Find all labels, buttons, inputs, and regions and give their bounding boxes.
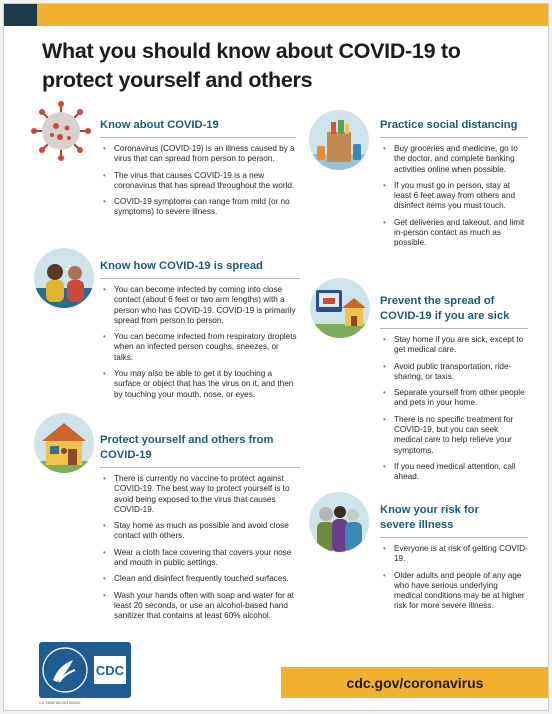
divider	[100, 278, 300, 279]
heading-line-1: Prevent the spread of	[380, 295, 495, 307]
section-heading	[380, 503, 528, 533]
bullet-list	[100, 474, 300, 622]
fact-sheet-page	[3, 3, 549, 711]
cdc-logo-text: CDC	[94, 656, 126, 684]
section-know-about-covid	[100, 118, 296, 224]
section-how-spread	[100, 259, 300, 406]
grocery-bag-icon	[309, 110, 369, 170]
list-item: • There is currently no vaccine to protect against COVID-19. The best way to protect yourself is to avoid being exposed to the virus that causes COVID-19.	[100, 474, 300, 515]
list-item: • You can become infected by coming into close contact (about 6 feet or two arm lengths) with a person who has COVID-19. COVID-19 is primarily spread from person to person.	[100, 285, 300, 326]
list-item: • You can become infected from respiratory droplets when an infected person coughs, sneezes, or talks.	[100, 332, 300, 363]
section-protect-yourself	[100, 433, 300, 628]
top-bar-navy-block	[4, 4, 37, 26]
divider	[380, 328, 528, 329]
bullet-list	[380, 335, 528, 483]
section-know-your-risk	[380, 503, 528, 618]
section-heading: Know how COVID-19 is spread	[100, 260, 263, 272]
cdc-logo	[39, 642, 131, 698]
list-item: • The virus that causes COVID-19 is a new coronavirus that has spread throughout the world.	[100, 171, 296, 192]
divider	[380, 137, 528, 138]
list-item: • Clean and disinfect frequently touched surfaces.	[100, 574, 300, 584]
bullet-list	[380, 544, 528, 612]
bullet-list	[100, 285, 300, 400]
list-item: • Everyone is at risk of getting COVID-19.	[380, 544, 528, 565]
list-item: • You may also be able to get it by touching a surface or object that has the virus on it, and then by touching your mouth, nose, or eyes.	[100, 369, 300, 400]
bullet-list	[380, 144, 528, 249]
section-heading: Know about COVID-19	[100, 119, 219, 131]
list-item: • Get deliveries and takeout, and limit in-person contact as much as possible.	[380, 218, 528, 249]
list-item: • There is no specific treatment for COVID-19, but you can seek medical care to help relieve your symptoms.	[380, 415, 528, 456]
list-item: • Older adults and people of any age who have serious underlying medical conditions may be at higher risk for more severe illness.	[380, 571, 528, 612]
older-adults-icon	[309, 492, 369, 552]
divider	[380, 537, 528, 538]
section-heading	[380, 294, 528, 324]
list-item: • If you must go in person, stay at least 6 feet away from others and disinfect items you must touch.	[380, 181, 528, 212]
url-banner	[281, 667, 549, 698]
heading-line-1: Know your risk for	[380, 504, 479, 516]
list-item: • Stay home if you are sick, except to get medical care.	[380, 335, 528, 356]
divider	[100, 137, 296, 138]
heading-line-2: severe illness	[380, 519, 454, 531]
list-item: • Avoid public transportation, ride-sharing, or taxis.	[380, 362, 528, 383]
stay-home-icon	[310, 278, 370, 338]
heading-line-2: COVID-19 if you are sick	[380, 310, 510, 322]
list-item: • COVID-19 symptoms can range from mild (or no symptoms) to severe illness.	[100, 197, 296, 218]
publication-code: CS 316878A 04/15/2020	[39, 701, 81, 705]
list-item: • Buy groceries and medicine, go to the doctor, and complete banking activities online when possible.	[380, 144, 528, 175]
section-social-distancing	[380, 118, 528, 255]
hhs-seal-icon	[39, 642, 91, 698]
list-item: • If you need medical attention, call ahead.	[380, 462, 528, 483]
top-color-bar	[4, 4, 548, 26]
section-prevent-spread-if-sick	[380, 294, 528, 489]
list-item: • Coronavirus (COVID-19) is an illness caused by a virus that can spread from person to person.	[100, 144, 296, 165]
list-item: • Wash your hands often with soap and water for at least 20 seconds, or use an alcohol-based hand sanitizer that contains at least 60% alcohol.	[100, 591, 300, 622]
section-heading: Protect yourself and others from COVID-19	[100, 434, 274, 461]
coughing-people-icon	[34, 248, 94, 308]
list-item: • Separate yourself from other people and pets in your home.	[380, 388, 528, 409]
page-title: What you should know about COVID-19 to protect yourself and others	[42, 39, 461, 92]
divider	[100, 467, 300, 468]
bullet-list	[100, 144, 296, 218]
list-item: • Stay home as much as possible and avoid close contact with others.	[100, 521, 300, 542]
list-item: • Wear a cloth face covering that covers your nose and mouth in public settings.	[100, 548, 300, 569]
virus-icon	[30, 100, 92, 162]
house-icon	[34, 413, 94, 473]
website-link[interactable]: cdc.gov/coronavirus	[346, 674, 484, 691]
section-heading: Practice social distancing	[380, 119, 518, 131]
top-bar-gold-block	[37, 4, 548, 26]
